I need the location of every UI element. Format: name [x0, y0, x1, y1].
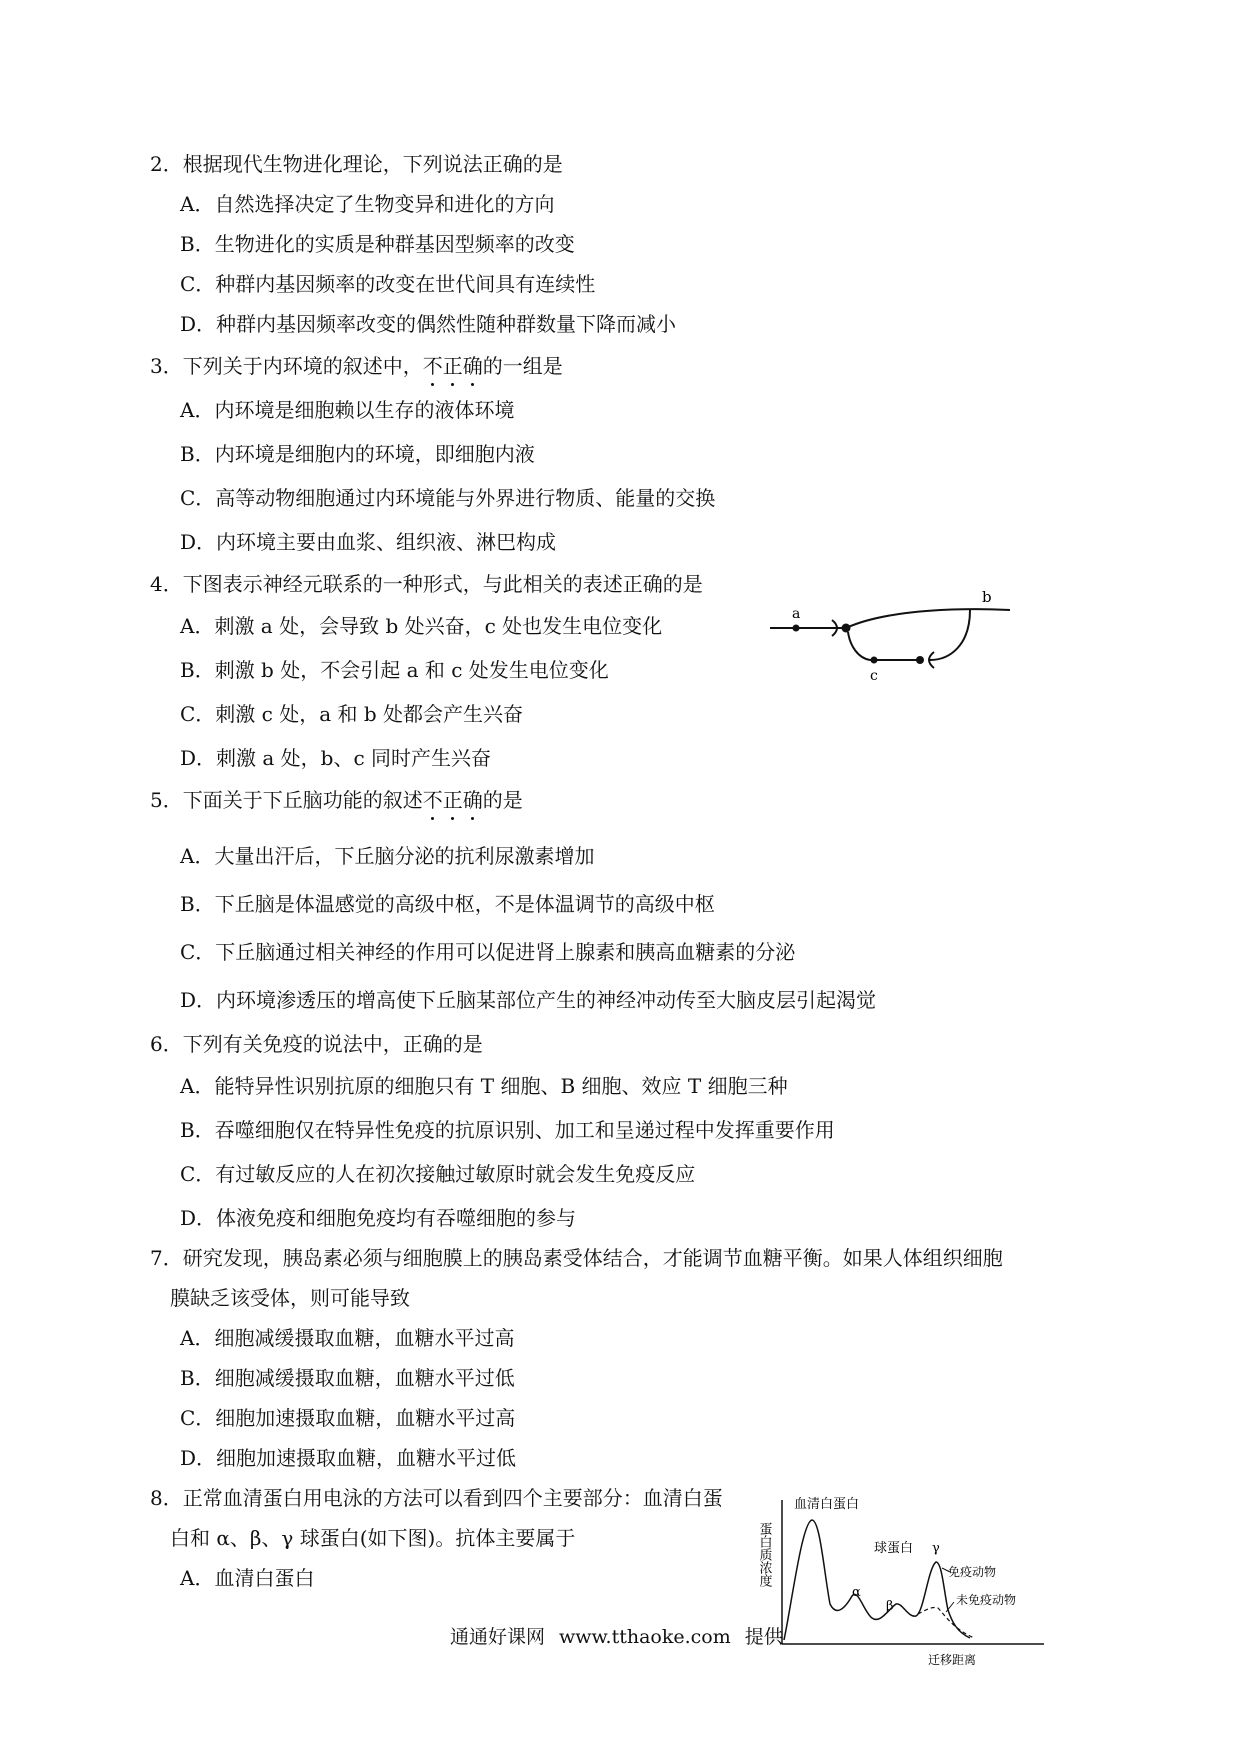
- question-6-option-a: A．能特异性识别抗原的细胞只有 T 细胞、B 细胞、效应 T 细胞三种: [180, 1074, 788, 1098]
- question-7-option-d: D．细胞加速摄取血糖，血糖水平过低: [180, 1446, 517, 1470]
- emphasis-char: 正: [442, 788, 463, 812]
- label-b: b: [982, 590, 992, 606]
- curve-not-immunized: [918, 1607, 974, 1638]
- neuron-diagram: [770, 590, 1020, 685]
- footer-suffix: 提供: [744, 1626, 783, 1648]
- question-7-option-c: C．细胞加速摄取血糖，血糖水平过高: [180, 1406, 516, 1430]
- emphasis-char: 不: [422, 354, 443, 378]
- label-gamma: γ: [932, 1541, 940, 1556]
- question-2-option-d: D．种群内基因频率改变的偶然性随种群数量下降而减小: [180, 312, 677, 336]
- question-5-stem: [150, 786, 523, 814]
- question-7-stem: 7．研究发现，胰岛素必须与细胞膜上的胰岛素受体结合，才能调节血糖平衡。如果人体组织细胞: [150, 1246, 1003, 1270]
- label-a: a: [792, 606, 801, 622]
- question-3-option-b: B．内环境是细胞内的环境，即细胞内液: [180, 442, 535, 466]
- footer-site-name: 通通好课网: [450, 1626, 546, 1648]
- question-8-stem: 8．正常血清蛋白用电泳的方法可以看到四个主要部分：血清白蛋: [150, 1486, 723, 1510]
- question-5-option-c: C．下丘脑通过相关神经的作用可以促进肾上腺素和胰高血糖素的分泌: [180, 940, 796, 964]
- emphasis-char: 确: [462, 354, 483, 378]
- electrophoresis-graph: [752, 1492, 1052, 1670]
- question-7-option-b: B．细胞减缓摄取血糖，血糖水平过低: [180, 1366, 515, 1390]
- question-3-stem-post: 的一组是: [482, 354, 563, 378]
- question-6-stem: 6．下列有关免疫的说法中，正确的是: [150, 1032, 483, 1056]
- question-5-stem-post: 的是: [482, 788, 523, 812]
- graph-ylabel: 蛋白质浓度: [756, 1522, 772, 1587]
- label-c: c: [870, 668, 878, 684]
- question-2-option-c: C．种群内基因频率的改变在世代间具有连续性: [180, 272, 596, 296]
- question-5-stem-pre: 5．下面关于下丘脑功能的叙述: [150, 788, 423, 812]
- question-4-option-c: C．刺激 c 处，a 和 b 处都会产生兴奋: [180, 702, 524, 726]
- footer-url[interactable]: www.tthaoke.com: [559, 1626, 731, 1648]
- label-beta: β: [886, 1599, 894, 1614]
- label-alpha: α: [852, 1585, 861, 1600]
- point-c: [871, 657, 878, 664]
- question-6-option-c: C．有过敏反应的人在初次接触过敏原时就会发生免疫反应: [180, 1162, 696, 1186]
- question-3-option-c: C．高等动物细胞通过内环境能与外界进行物质、能量的交换: [180, 486, 716, 510]
- label-albumin: 血清白蛋白: [794, 1497, 860, 1512]
- question-7-stem-cont: 膜缺乏该受体，则可能导致: [170, 1286, 410, 1310]
- question-5-option-d: D．内环境渗透压的增高使下丘脑某部位产生的神经冲动传至大脑皮层引起渴觉: [180, 988, 877, 1012]
- question-6-option-d: D．体液免疫和细胞免疫均有吞噬细胞的参与: [180, 1206, 577, 1230]
- question-4-option-a: A．刺激 a 处，会导致 b 处兴奋，c 处也发生电位变化: [180, 614, 663, 638]
- question-8-stem-cont: 白和 α、β、γ 球蛋白(如下图)。抗体主要属于: [170, 1526, 576, 1550]
- label-immunized: 免疫动物: [948, 1565, 997, 1579]
- curve-immunized: [784, 1520, 970, 1640]
- emphasis-char: 不: [422, 788, 443, 812]
- question-7-option-a: A．细胞减缓摄取血糖，血糖水平过高: [180, 1326, 515, 1350]
- emphasis-char: 正: [442, 354, 463, 378]
- question-2-option-a: A．自然选择决定了生物变异和进化的方向: [180, 192, 555, 216]
- question-4-stem: 4．下图表示神经元联系的一种形式，与此相关的表述正确的是: [150, 572, 703, 596]
- point-a: [793, 625, 800, 632]
- graph-xlabel: 迁移距离: [928, 1653, 977, 1667]
- label-globulin: 球蛋白: [874, 1541, 914, 1556]
- question-5-option-b: B．下丘脑是体温感觉的高级中枢，不是体温调节的高级中枢: [180, 892, 715, 916]
- question-8-option-a: A．血清白蛋白: [180, 1566, 315, 1590]
- emphasis-char: 确: [462, 788, 483, 812]
- question-4-option-b: B．刺激 b 处，不会引起 a 和 c 处发生电位变化: [180, 658, 609, 682]
- question-3-stem: [150, 352, 563, 380]
- question-4-option-d: D．刺激 a 处，b、c 同时产生兴奋: [180, 746, 492, 770]
- label-not-immunized: 未免疫动物: [956, 1593, 1017, 1607]
- question-5-option-a: A．大量出汗后，下丘脑分泌的抗利尿激素增加: [180, 844, 595, 868]
- question-2-stem: 2．根据现代生物进化理论，下列说法正确的是: [150, 152, 563, 176]
- question-3-option-d: D．内环境主要由血浆、组织液、淋巴构成: [180, 530, 557, 554]
- question-6-option-b: B．吞噬细胞仅在特异性免疫的抗原识别、加工和呈递过程中发挥重要作用: [180, 1118, 835, 1142]
- footer: [450, 1622, 783, 1649]
- question-3-option-a: A．内环境是细胞赖以生存的液体环境: [180, 398, 515, 422]
- question-3-stem-pre: 3．下列关于内环境的叙述中，: [150, 354, 423, 378]
- question-2-option-b: B．生物进化的实质是种群基因型频率的改变: [180, 232, 575, 256]
